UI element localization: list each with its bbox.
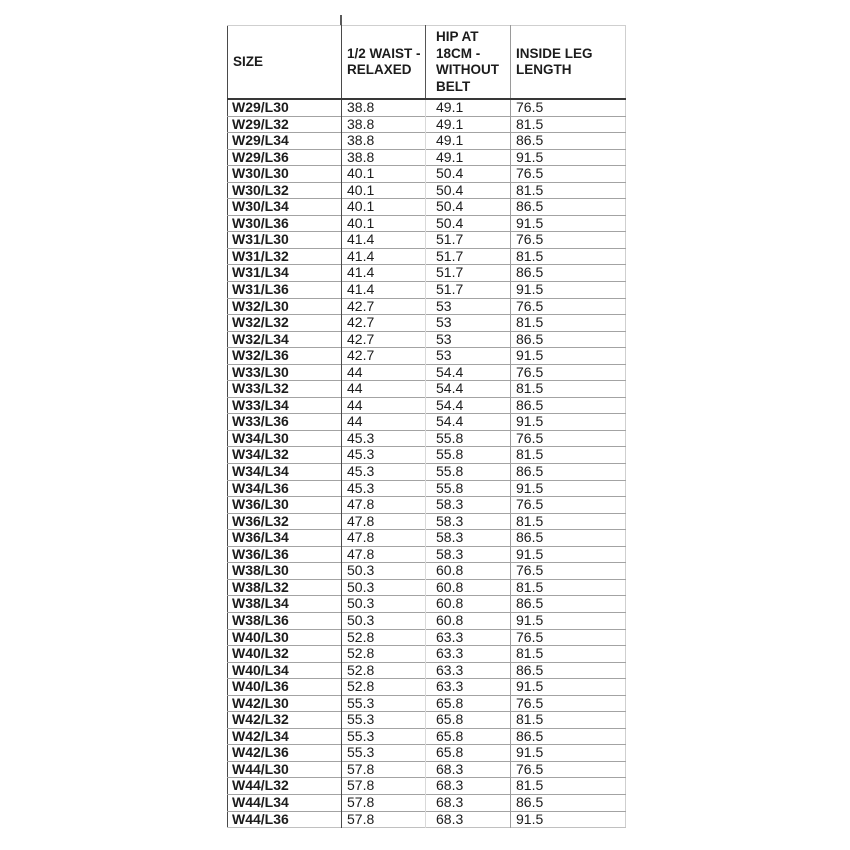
size-cell: W32/L30 xyxy=(228,298,342,315)
size-cell: W32/L34 xyxy=(228,331,342,348)
half-waist-cell: 57.8 xyxy=(342,794,426,811)
inside-leg-cell: 81.5 xyxy=(511,248,626,265)
half-waist-cell: 50.3 xyxy=(342,612,426,629)
table-row xyxy=(228,265,626,282)
table-row xyxy=(228,414,626,431)
table-row xyxy=(228,232,626,249)
half-waist-cell: 42.7 xyxy=(342,315,426,332)
half-waist-cell: 47.8 xyxy=(342,497,426,514)
hip-cell: 68.3 xyxy=(426,761,511,778)
inside-leg-cell: 91.5 xyxy=(511,679,626,696)
half-waist-cell: 47.8 xyxy=(342,530,426,547)
half-waist-cell: 40.1 xyxy=(342,199,426,216)
table-row xyxy=(228,166,626,183)
table-row xyxy=(228,133,626,150)
hip-cell: 60.8 xyxy=(426,612,511,629)
hip-cell: 50.4 xyxy=(426,166,511,183)
column-divider-tick xyxy=(340,15,342,25)
half-waist-cell: 44 xyxy=(342,381,426,398)
size-cell: W44/L32 xyxy=(228,778,342,795)
size-cell: W40/L36 xyxy=(228,679,342,696)
half-waist-cell: 55.3 xyxy=(342,695,426,712)
hip-cell: 53 xyxy=(426,331,511,348)
table-row xyxy=(228,811,626,828)
hip-cell: 54.4 xyxy=(426,414,511,431)
table-row xyxy=(228,612,626,629)
half-waist-cell: 55.3 xyxy=(342,712,426,729)
half-waist-cell: 45.3 xyxy=(342,464,426,481)
size-cell: W31/L34 xyxy=(228,265,342,282)
size-cell: W42/L34 xyxy=(228,728,342,745)
size-cell: W40/L32 xyxy=(228,646,342,663)
table-row xyxy=(228,480,626,497)
size-cell: W31/L30 xyxy=(228,232,342,249)
table-row xyxy=(228,662,626,679)
half-waist-cell: 50.3 xyxy=(342,579,426,596)
size-cell: W38/L36 xyxy=(228,612,342,629)
size-cell: W30/L36 xyxy=(228,215,342,232)
half-waist-cell: 45.3 xyxy=(342,430,426,447)
size-cell: W32/L36 xyxy=(228,348,342,365)
size-cell: W36/L32 xyxy=(228,513,342,530)
table-row xyxy=(228,364,626,381)
hip-cell: 63.3 xyxy=(426,679,511,696)
size-cell: W32/L32 xyxy=(228,315,342,332)
half-waist-cell: 45.3 xyxy=(342,447,426,464)
half-waist-cell: 45.3 xyxy=(342,480,426,497)
inside-leg-cell: 86.5 xyxy=(511,530,626,547)
size-cell: W29/L30 xyxy=(232,99,289,115)
hip-cell: 55.8 xyxy=(426,430,511,447)
column-header-inside-leg: INSIDE LEG LENGTH xyxy=(511,26,626,100)
table-row xyxy=(228,563,626,580)
inside-leg-cell: 86.5 xyxy=(511,133,626,150)
table-row xyxy=(228,315,626,332)
half-waist-cell: 42.7 xyxy=(342,298,426,315)
hip-cell: 65.8 xyxy=(426,695,511,712)
half-waist-cell: 57.8 xyxy=(342,761,426,778)
table-row xyxy=(228,497,626,514)
table-row xyxy=(228,646,626,663)
size-cell: W38/L30 xyxy=(228,563,342,580)
half-waist-cell: 44 xyxy=(342,364,426,381)
table-row xyxy=(228,381,626,398)
half-waist-cell: 40.1 xyxy=(342,182,426,199)
table-row xyxy=(228,695,626,712)
column-header-size: SIZE xyxy=(228,26,342,100)
hip-cell: 54.4 xyxy=(426,397,511,414)
half-waist-cell: 42.7 xyxy=(342,331,426,348)
half-waist-cell: 38.8 xyxy=(342,149,426,166)
inside-leg-cell: 91.5 xyxy=(511,811,626,828)
inside-leg-cell: 76.5 xyxy=(511,695,626,712)
hip-cell: 50.4 xyxy=(426,215,511,232)
inside-leg-cell: 81.5 xyxy=(511,116,626,133)
half-waist-cell: 41.4 xyxy=(342,248,426,265)
hip-cell: 68.3 xyxy=(426,811,511,828)
half-waist-cell: 55.3 xyxy=(342,745,426,762)
hip-cell: 58.3 xyxy=(426,546,511,563)
table-row xyxy=(228,397,626,414)
half-waist-cell: 38.8 xyxy=(342,116,426,133)
hip-cell: 65.8 xyxy=(426,712,511,729)
size-cell: W36/L30 xyxy=(228,497,342,514)
inside-leg-cell: 86.5 xyxy=(511,728,626,745)
hip-cell: 51.7 xyxy=(426,232,511,249)
table-row xyxy=(228,99,626,116)
table-body xyxy=(228,99,626,828)
table-row xyxy=(228,579,626,596)
header-row xyxy=(228,26,626,100)
inside-leg-cell: 91.5 xyxy=(511,215,626,232)
table-row xyxy=(228,248,626,265)
hip-cell: 58.3 xyxy=(426,497,511,514)
table-row xyxy=(228,430,626,447)
half-waist-cell: 38.8 xyxy=(342,99,426,116)
half-waist-cell: 41.4 xyxy=(342,232,426,249)
size-cell: W33/L36 xyxy=(228,414,342,431)
table-row xyxy=(228,712,626,729)
half-waist-cell: 41.4 xyxy=(342,282,426,299)
hip-cell: 49.1 xyxy=(426,149,511,166)
size-cell: W44/L36 xyxy=(228,811,342,828)
inside-leg-cell: 86.5 xyxy=(511,331,626,348)
inside-leg-cell: 86.5 xyxy=(511,596,626,613)
inside-leg-cell: 91.5 xyxy=(511,414,626,431)
hip-cell: 65.8 xyxy=(426,745,511,762)
size-cell: W44/L34 xyxy=(228,794,342,811)
hip-cell: 58.3 xyxy=(426,513,511,530)
half-waist-cell: 55.3 xyxy=(342,728,426,745)
hip-cell: 55.8 xyxy=(426,447,511,464)
size-chart xyxy=(227,25,626,828)
hip-cell: 49.1 xyxy=(426,133,511,150)
size-cell: W34/L30 xyxy=(228,430,342,447)
hip-cell: 60.8 xyxy=(426,563,511,580)
size-cell: W38/L32 xyxy=(228,579,342,596)
hip-cell: 68.3 xyxy=(426,794,511,811)
inside-leg-cell: 76.5 xyxy=(511,430,626,447)
size-cell: W31/L32 xyxy=(228,248,342,265)
inside-leg-cell: 81.5 xyxy=(511,712,626,729)
inside-leg-cell: 76.5 xyxy=(511,166,626,183)
table-row xyxy=(228,513,626,530)
hip-cell: 63.3 xyxy=(426,662,511,679)
hip-cell: 63.3 xyxy=(426,629,511,646)
size-cell: W31/L36 xyxy=(228,282,342,299)
half-waist-cell: 41.4 xyxy=(342,265,426,282)
column-header-half-waist: 1/2 WAIST - RELAXED xyxy=(342,26,426,100)
hip-cell: 53 xyxy=(426,315,511,332)
size-cell: W30/L34 xyxy=(228,199,342,216)
table-row xyxy=(228,116,626,133)
table-row xyxy=(228,745,626,762)
hip-cell: 50.4 xyxy=(426,199,511,216)
table-row xyxy=(228,182,626,199)
table-row xyxy=(228,215,626,232)
size-cell: W34/L34 xyxy=(228,464,342,481)
hip-cell: 51.7 xyxy=(426,248,511,265)
size-cell: W29/L32 xyxy=(228,116,342,133)
hip-cell: 60.8 xyxy=(426,579,511,596)
half-waist-cell: 47.8 xyxy=(342,513,426,530)
inside-leg-cell: 76.5 xyxy=(511,629,626,646)
size-cell: W34/L36 xyxy=(228,480,342,497)
size-cell: W29/L36 xyxy=(228,149,342,166)
table-row xyxy=(228,282,626,299)
table-row xyxy=(228,629,626,646)
half-waist-cell: 52.8 xyxy=(342,629,426,646)
table-row xyxy=(228,546,626,563)
inside-leg-cell: 76.5 xyxy=(511,99,626,116)
table-row xyxy=(228,199,626,216)
hip-cell: 58.3 xyxy=(426,530,511,547)
table-row xyxy=(228,348,626,365)
table-row xyxy=(228,331,626,348)
inside-leg-cell: 91.5 xyxy=(511,612,626,629)
half-waist-cell: 40.1 xyxy=(342,215,426,232)
inside-leg-cell: 76.5 xyxy=(511,232,626,249)
size-cell: W42/L30 xyxy=(228,695,342,712)
hip-cell: 49.1 xyxy=(426,116,511,133)
inside-leg-cell: 86.5 xyxy=(511,662,626,679)
size-cell: W40/L30 xyxy=(228,629,342,646)
inside-leg-cell: 86.5 xyxy=(511,794,626,811)
half-waist-cell: 40.1 xyxy=(342,166,426,183)
inside-leg-cell: 81.5 xyxy=(511,315,626,332)
half-waist-cell: 50.3 xyxy=(342,563,426,580)
hip-cell: 50.4 xyxy=(426,182,511,199)
half-waist-cell: 57.8 xyxy=(342,778,426,795)
size-cell: W30/L32 xyxy=(228,182,342,199)
table-row xyxy=(228,679,626,696)
hip-cell: 49.1 xyxy=(426,99,511,116)
inside-leg-cell: 76.5 xyxy=(511,761,626,778)
size-cell: W33/L32 xyxy=(228,381,342,398)
half-waist-cell: 47.8 xyxy=(342,546,426,563)
table-row xyxy=(228,778,626,795)
inside-leg-cell: 81.5 xyxy=(511,447,626,464)
inside-leg-cell: 86.5 xyxy=(511,397,626,414)
size-cell: W33/L34 xyxy=(228,397,342,414)
inside-leg-cell: 91.5 xyxy=(511,282,626,299)
half-waist-cell: 42.7 xyxy=(342,348,426,365)
table-row xyxy=(228,530,626,547)
hip-cell: 53 xyxy=(426,298,511,315)
half-waist-cell: 52.8 xyxy=(342,646,426,663)
inside-leg-cell: 91.5 xyxy=(511,745,626,762)
table-row xyxy=(228,464,626,481)
size-cell: W36/L34 xyxy=(228,530,342,547)
hip-cell: 55.8 xyxy=(426,464,511,481)
size-cell: W34/L32 xyxy=(228,447,342,464)
size-chart-table xyxy=(227,25,626,828)
hip-cell: 54.4 xyxy=(426,381,511,398)
table-row xyxy=(228,298,626,315)
size-cell: W44/L30 xyxy=(228,761,342,778)
half-waist-cell: 44 xyxy=(342,414,426,431)
inside-leg-cell: 81.5 xyxy=(511,182,626,199)
half-waist-cell: 52.8 xyxy=(342,662,426,679)
hip-cell: 68.3 xyxy=(426,778,511,795)
size-cell: W38/L34 xyxy=(228,596,342,613)
hip-cell: 60.8 xyxy=(426,596,511,613)
inside-leg-cell: 76.5 xyxy=(511,497,626,514)
hip-cell: 51.7 xyxy=(426,282,511,299)
table-row xyxy=(228,761,626,778)
size-cell: W36/L36 xyxy=(228,546,342,563)
size-cell: W30/L30 xyxy=(228,166,342,183)
table-row xyxy=(228,794,626,811)
size-cell: W33/L30 xyxy=(228,364,342,381)
inside-leg-cell: 86.5 xyxy=(511,265,626,282)
inside-leg-cell: 81.5 xyxy=(511,513,626,530)
hip-cell: 55.8 xyxy=(426,480,511,497)
inside-leg-cell: 86.5 xyxy=(511,199,626,216)
table-row xyxy=(228,149,626,166)
inside-leg-cell: 91.5 xyxy=(511,348,626,365)
inside-leg-cell: 91.5 xyxy=(511,546,626,563)
hip-cell: 51.7 xyxy=(426,265,511,282)
half-waist-cell: 38.8 xyxy=(342,133,426,150)
inside-leg-cell: 81.5 xyxy=(511,381,626,398)
size-cell: W42/L36 xyxy=(228,745,342,762)
hip-cell: 65.8 xyxy=(426,728,511,745)
table-row xyxy=(228,447,626,464)
inside-leg-cell: 76.5 xyxy=(511,298,626,315)
inside-leg-cell: 81.5 xyxy=(511,579,626,596)
half-waist-cell: 57.8 xyxy=(342,811,426,828)
inside-leg-cell: 91.5 xyxy=(511,480,626,497)
inside-leg-cell: 81.5 xyxy=(511,778,626,795)
size-cell: W29/L34 xyxy=(228,133,342,150)
size-cell: W42/L32 xyxy=(228,712,342,729)
column-header-hip: HIP AT 18CM - WITHOUT BELT xyxy=(426,26,511,100)
table-row xyxy=(228,728,626,745)
hip-cell: 53 xyxy=(426,348,511,365)
inside-leg-cell: 81.5 xyxy=(511,646,626,663)
size-cell: W40/L34 xyxy=(228,662,342,679)
half-waist-cell: 44 xyxy=(342,397,426,414)
half-waist-cell: 52.8 xyxy=(342,679,426,696)
inside-leg-cell: 76.5 xyxy=(511,563,626,580)
table-row xyxy=(228,596,626,613)
half-waist-cell: 50.3 xyxy=(342,596,426,613)
inside-leg-cell: 76.5 xyxy=(511,364,626,381)
hip-cell: 63.3 xyxy=(426,646,511,663)
inside-leg-cell: 91.5 xyxy=(511,149,626,166)
hip-cell: 54.4 xyxy=(426,364,511,381)
inside-leg-cell: 86.5 xyxy=(511,464,626,481)
